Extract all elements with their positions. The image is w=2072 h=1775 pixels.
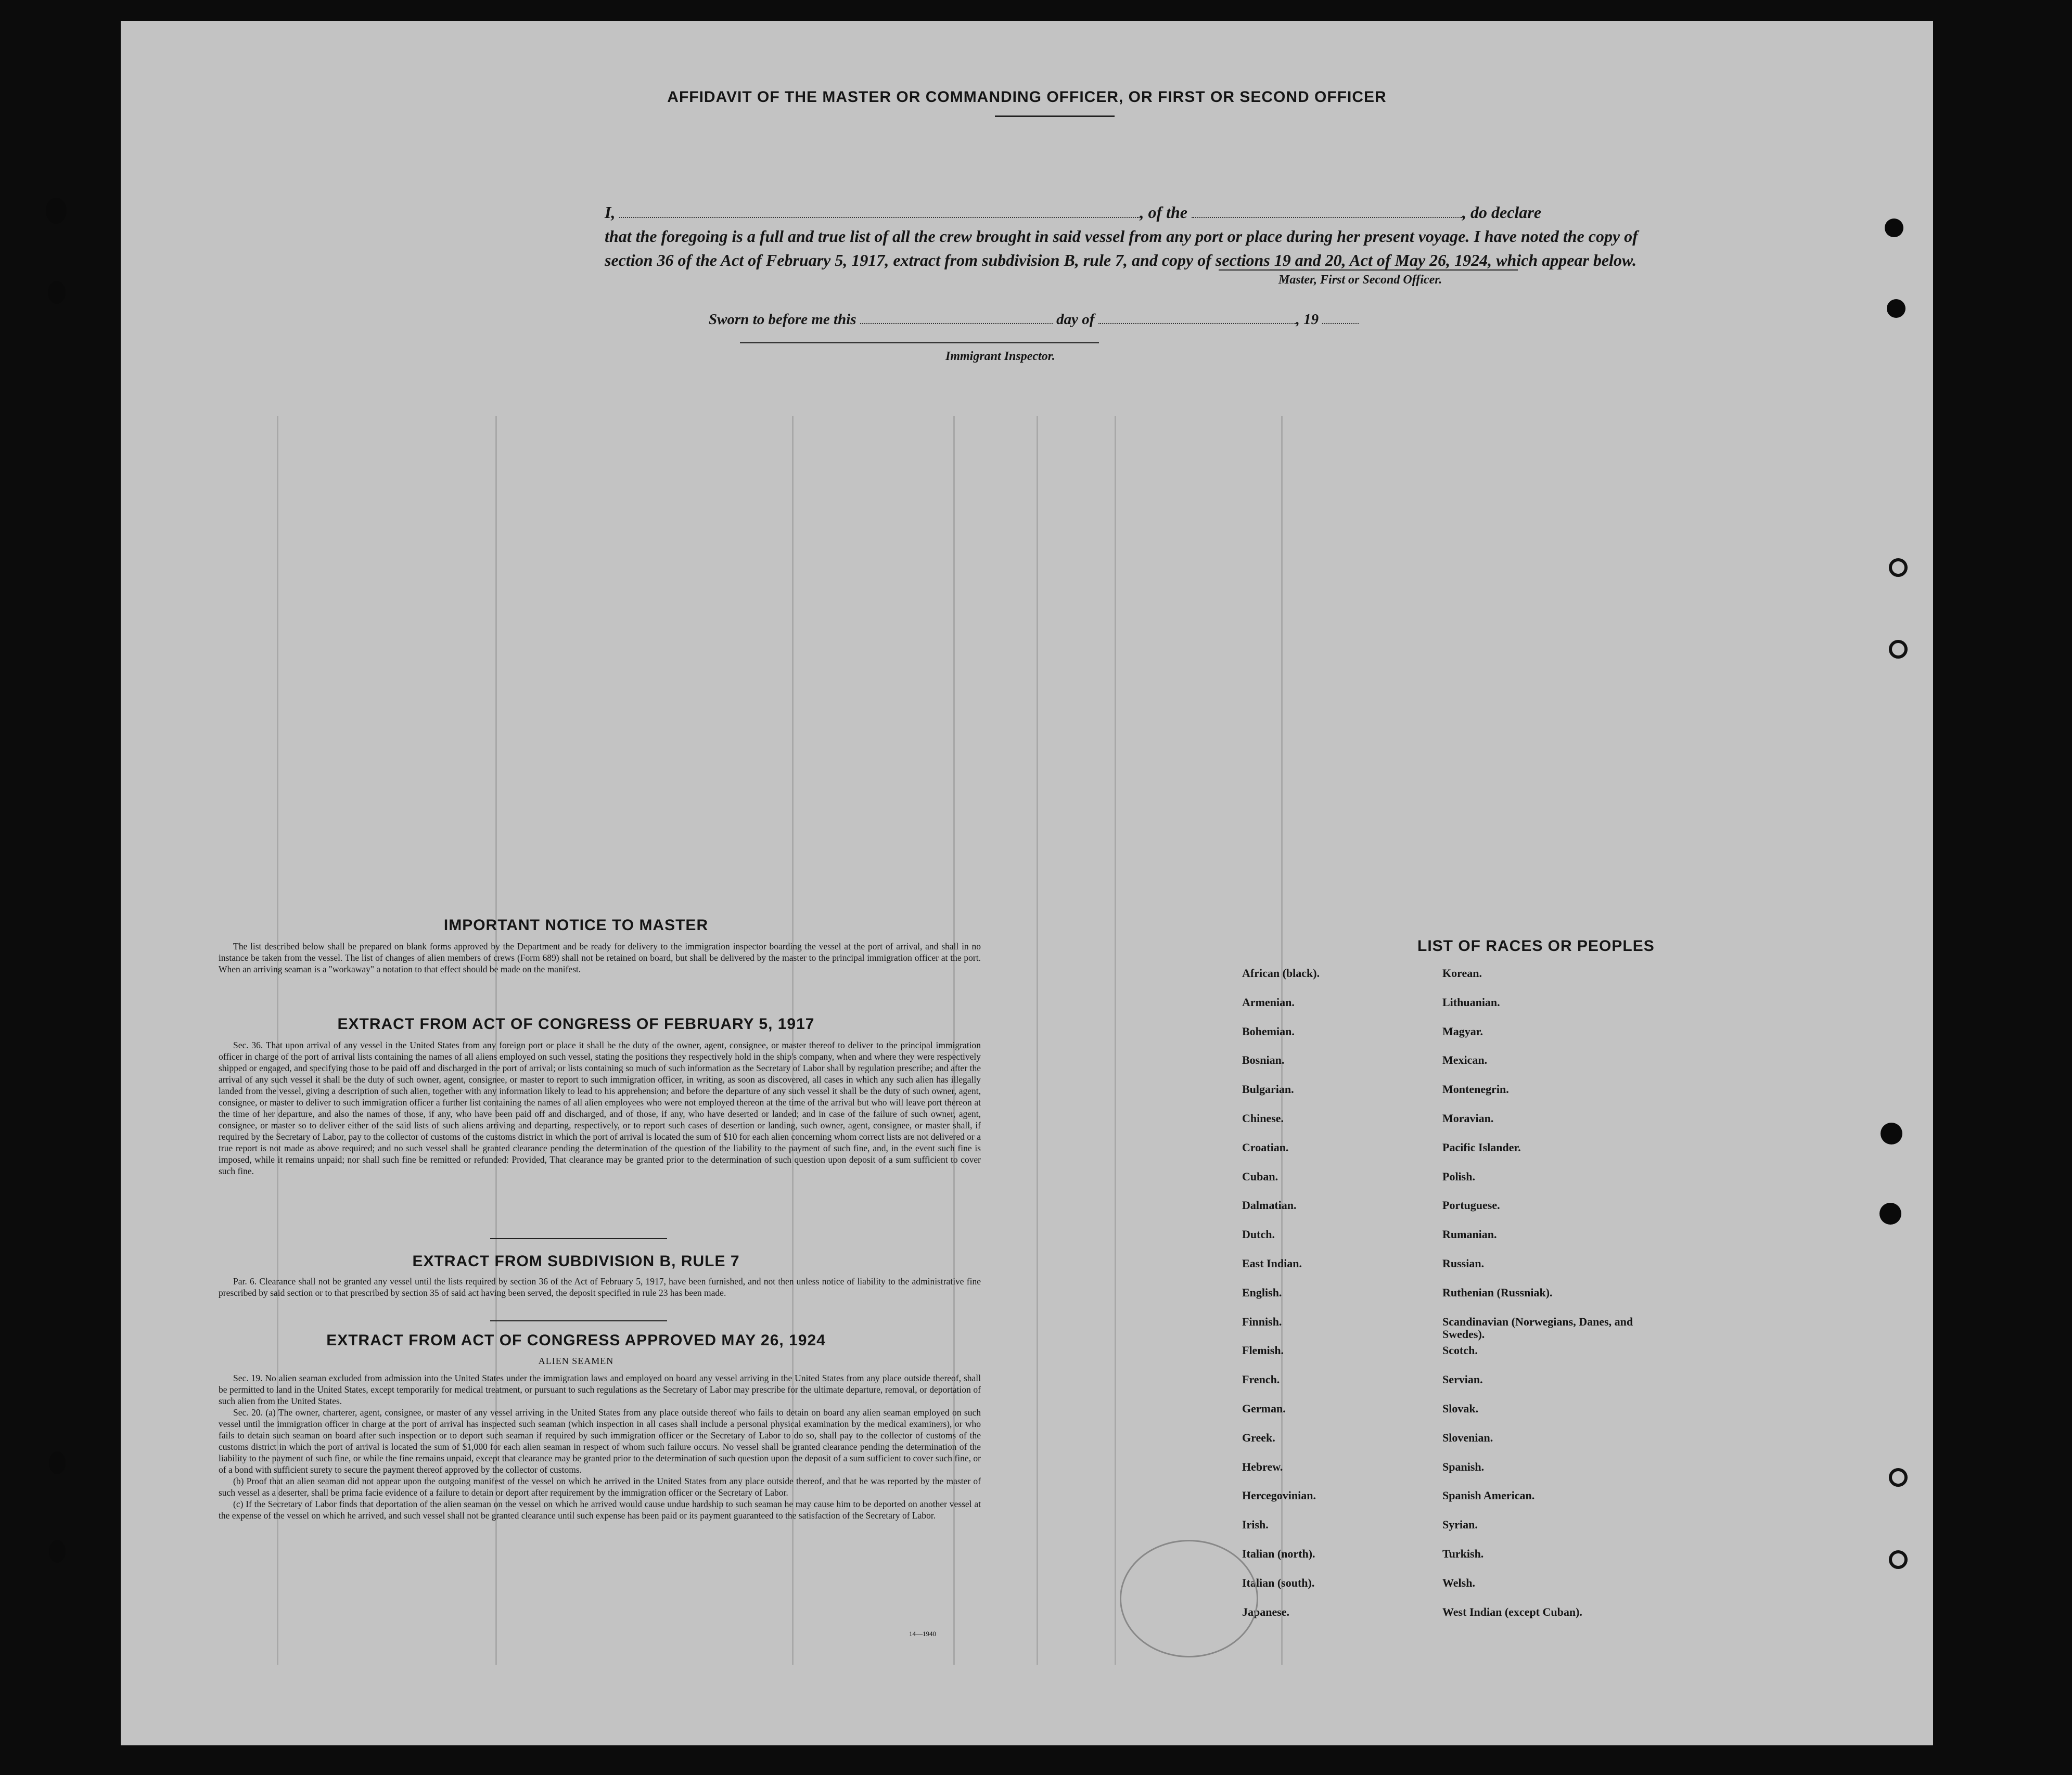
race-entry: East Indian. — [1242, 1257, 1302, 1270]
race-entry: Cuban. — [1242, 1169, 1278, 1183]
binder-ring — [1889, 640, 1908, 659]
race-entry: Magyar. — [1442, 1024, 1483, 1038]
affidavit-title: AFFIDAVIT OF THE MASTER OR COMMANDING OFFICER, OR FIRST OR SECOND OFFICER — [667, 88, 1387, 106]
race-entry: Portuguese. — [1442, 1199, 1500, 1212]
day-of-label: day of — [1056, 311, 1095, 328]
section-divider — [490, 1238, 667, 1239]
officer-name-field[interactable] — [619, 203, 1140, 218]
bleed-column-line — [1115, 416, 1116, 1665]
race-entry: English. — [1242, 1285, 1282, 1299]
inspector-signature-line[interactable] — [740, 342, 1099, 343]
race-entry: Pacific Islander. — [1442, 1140, 1521, 1154]
race-entry: Rumanian. — [1442, 1228, 1497, 1241]
race-entry: African (black). — [1242, 967, 1320, 980]
race-entry: Syrian. — [1442, 1518, 1478, 1532]
race-entry: Armenian. — [1242, 995, 1295, 1009]
race-entry: Croatian. — [1242, 1140, 1289, 1154]
race-entry: Polish. — [1442, 1169, 1475, 1183]
affidavit-paragraph — [605, 200, 1661, 272]
section-divider — [490, 1320, 667, 1321]
race-entry: Dutch. — [1242, 1228, 1275, 1241]
race-entry: Mexican. — [1442, 1053, 1488, 1067]
master-signature-label: Master, First or Second Officer. — [1278, 273, 1442, 287]
race-entry: Lithuanian. — [1442, 995, 1500, 1009]
pencil-scrawl — [1120, 1540, 1258, 1657]
binder-hole — [1887, 299, 1905, 318]
binder-hole — [48, 281, 66, 304]
par-6-text: Par. 6. Clearance shall not be granted any vessel until the lists required by section 36 of the Act of February 5, 1917, have been furnished, and not then unless notice of liability to the administrative fine prescribed by said section or to that prescribed by section 35 of said act having been served, the deposit specified in rule 23 has been made. — [219, 1276, 981, 1298]
notice-text: The list described below shall be prepared on blank forms approved by the Department and be ready for delivery to the immigration inspector boarding the vessel at the port of arrival, and shall in no instance be taken from the vessel. The list of changes of alien members of crews (Form 689) shall not be retained on board, but shall be delivered by the master to the principal immigration officer at the port. When an arriving seaman is a "workaway" a notation to that effect should be made on the manifest. — [219, 941, 981, 974]
race-entry: Moravian. — [1442, 1112, 1494, 1125]
notice-title: IMPORTANT NOTICE TO MASTER — [443, 917, 709, 934]
extract-1917-body — [219, 1039, 981, 1177]
sworn-day-field[interactable] — [860, 310, 1053, 324]
race-entry: Bulgarian. — [1242, 1083, 1294, 1096]
race-entry: Slovak. — [1442, 1402, 1479, 1415]
section-19-text: Sec. 19. No alien seaman excluded from admission into the United States under the immigration laws and employed on board any vessel arriving in the United States from any place outside thereof, shall be permitted to land in the United States, except temporarily for medical treatment, or pursuant to such regulations as the Secretary of Labor may prescribe for the ultimate departure, removal, or deportation of such alien from the United States. — [219, 1373, 981, 1406]
race-entry: Chinese. — [1242, 1112, 1284, 1125]
extract-1917-title: EXTRACT FROM ACT OF CONGRESS OF FEBRUARY 5, 1917 — [337, 1015, 815, 1033]
race-entry: West Indian (except Cuban). — [1442, 1605, 1582, 1618]
form-number: 14—1940 — [909, 1630, 936, 1638]
race-entry: Ruthenian (Russniak). — [1442, 1285, 1553, 1299]
race-entry: Hercegovinian. — [1242, 1489, 1316, 1502]
race-entry: Russian. — [1442, 1257, 1485, 1270]
race-entry: Greek. — [1242, 1431, 1275, 1444]
race-entry: Finnish. — [1242, 1315, 1282, 1328]
binder-ring — [1889, 1468, 1908, 1487]
section-36-text: Sec. 36. That upon arrival of any vessel in the United States from any foreign port or place it shall be the duty of the owner, agent, consignee, or master thereof to deliver to the principal immigration officer in charge of the port of arrival lists containing the names of all aliens employed on such vessel, stating the positions they respectively hold in the ship's company, when and where they were respectively shipped or engaged, and specifying those to be paid off and discharged in the port of arrival; or lists containing so much of such information as the Secretary of Labor shall by regulation prescribe; and after the arrival of any such vessel it shall be the duty of such owner, agent, consignee, or master to report to such immigration officer, in writing, as soon as discovered, all cases in which any such alien has illegally landed from the vessel, giving a description of such alien, together with any information likely to lead to his apprehension; and before the departure of any such vessel it shall be the duty of such owner, agent, consignee, or master to deliver to such immigration officer a further list containing the names of all alien employees who were not employed thereon at the time of the arrival but who will leave port thereon at the time of her departure, and also the names of those, if any, who have been paid off and discharged, and of those, if any, who have deserted or landed; and in case of the failure of such owner, agent, consignee, or master so to deliver either of the said lists of such aliens arriving and departing, respectively, or to report such cases of desertion or landing, such owner, agent, consignee, or master shall, if required by the Secretary of Labor, pay to the collector of customs of the customs district in which the port of arrival is located the sum of $10 for each alien concerning whom correct lists are not delivered or a true report is not made as above required; and no such vessel shall be granted clearance pending the determination of the question of the liability to the payment of such fine, and, in the event such fine is imposed, while it remains unpaid; nor shall such fine be remitted or refunded: Provided, That clearance may be granted prior to the determination of such question upon deposit of a sum sufficient to cover such fine. — [219, 1040, 981, 1176]
vessel-name-field[interactable] — [1192, 203, 1462, 218]
title-rule — [995, 115, 1115, 117]
race-entry: Spanish. — [1442, 1460, 1485, 1473]
race-entry: Bosnian. — [1242, 1053, 1285, 1067]
race-entry: Bohemian. — [1242, 1024, 1295, 1038]
race-entry: Irish. — [1242, 1518, 1269, 1532]
race-entry: Montenegrin. — [1442, 1083, 1509, 1096]
do-declare-label: , do declare — [1462, 203, 1541, 222]
of-the-label: , of the — [1140, 203, 1187, 222]
binder-ring — [1889, 558, 1908, 577]
binder-hole — [46, 198, 67, 224]
extract-1924-title: EXTRACT FROM ACT OF CONGRESS APPROVED MAY 26, 1924 — [326, 1332, 826, 1349]
race-entry: Turkish. — [1442, 1547, 1484, 1560]
sworn-line — [709, 310, 1359, 328]
affidavit-body: that the foregoing is a full and true list of all the crew brought in said vessel from any port or place during her present voyage. I have noted the copy of section 36 of the Act of February 5, 1917, extract from subdivision B, rule 7, and copy of sections 19 and 20, Act of May 26, 1924, which appear below. — [605, 227, 1638, 269]
race-entry: Italian (north). — [1242, 1547, 1315, 1560]
race-entry: Korean. — [1442, 967, 1482, 980]
binder-hole — [49, 1451, 66, 1474]
bleed-column-line — [1281, 416, 1283, 1665]
binder-hole — [49, 1540, 66, 1563]
binder-hole — [1881, 1123, 1902, 1144]
race-entry: Italian (south). — [1242, 1576, 1315, 1589]
race-entry: Slovenian. — [1442, 1431, 1493, 1444]
rule-7-body — [219, 1276, 981, 1298]
document-page — [121, 21, 1933, 1745]
race-entry: Japanese. — [1242, 1605, 1290, 1618]
sworn-month-field[interactable] — [1098, 310, 1296, 324]
race-entry: Spanish American. — [1442, 1489, 1535, 1502]
sworn-label: Sworn to before me this — [709, 311, 856, 328]
race-entry: Servian. — [1442, 1373, 1483, 1386]
binder-ring — [1889, 1550, 1908, 1569]
race-entry: Dalmatian. — [1242, 1199, 1297, 1212]
race-entry: Welsh. — [1442, 1576, 1475, 1589]
binder-hole — [1885, 218, 1903, 237]
races-title: LIST OF RACES OR PEOPLES — [1417, 937, 1655, 955]
master-signature-line[interactable] — [1219, 269, 1518, 271]
section-20b-text: (b) Proof that an alien seaman did not appear upon the outgoing manifest of the vessel on which he arrived in the United States from any place outside thereof, and that he was reported by the master of such vessel as a deserter, shall be prima facie evidence of a failure to detain or deport after requirement by the immigration officer or the Secretary of Labor. — [219, 1476, 981, 1498]
alien-seamen-subtitle: ALIEN SEAMEN — [538, 1356, 614, 1366]
bleed-column-line — [1037, 416, 1038, 1665]
year-label: , 19 — [1296, 311, 1319, 328]
race-entry: Hebrew. — [1242, 1460, 1283, 1473]
race-entry: Scotch. — [1442, 1344, 1478, 1357]
section-20c-text: (c) If the Secretary of Labor finds that deportation of the alien seaman on the vessel on which he arrived would cause undue hardship to such seaman he may cause him to be deported on another vessel at the expense of the vessel on which he arrived, and such vessel shall not be granted clearance until such expense has been paid or its payment guaranteed to the satisfaction of the Secretary of Labor. — [219, 1499, 981, 1521]
rule-7-title: EXTRACT FROM SUBDIVISION B, RULE 7 — [412, 1253, 740, 1270]
race-entry: Scandinavian (Norwegians, Danes, and Swedes). — [1442, 1315, 1633, 1341]
sworn-year-field[interactable] — [1322, 310, 1359, 324]
race-entry: Flemish. — [1242, 1344, 1284, 1357]
binder-hole — [1879, 1203, 1901, 1225]
extract-1924-body — [219, 1372, 981, 1521]
race-entry: French. — [1242, 1373, 1280, 1386]
section-20a-text: Sec. 20. (a) The owner, charterer, agent, consignee, or master of any vessel arriving in the United States from any place outside thereof who fails to detain on board any alien seaman employed on such vessel until the immigration officer in charge at the port of arrival has inspected such seaman (which inspection in all cases shall include a personal physical examination by the medical examiners), or who fails to detain such seaman on board after such inspection or to deport such seaman if required by such immigration officer or the Secretary of Labor to do so, shall pay to the collector of customs of the customs district in which the port of arrival is located the sum of $1,000 for each alien seaman in respect of whom such failure occurs. No vessel shall be granted clearance pending the determination of the liability to the payment of such fine, or while the fine remains unpaid, except that clearance may be granted prior to the determination of such question upon the deposit of a sum sufficient to cover such fine, or of a bond with sufficient surety to secure the payment thereof approved by the collector of customs. — [219, 1407, 981, 1475]
notice-body — [219, 941, 981, 975]
race-entry: German. — [1242, 1402, 1286, 1415]
i-label: I, — [605, 203, 616, 222]
inspector-label: Immigrant Inspector. — [945, 350, 1055, 363]
